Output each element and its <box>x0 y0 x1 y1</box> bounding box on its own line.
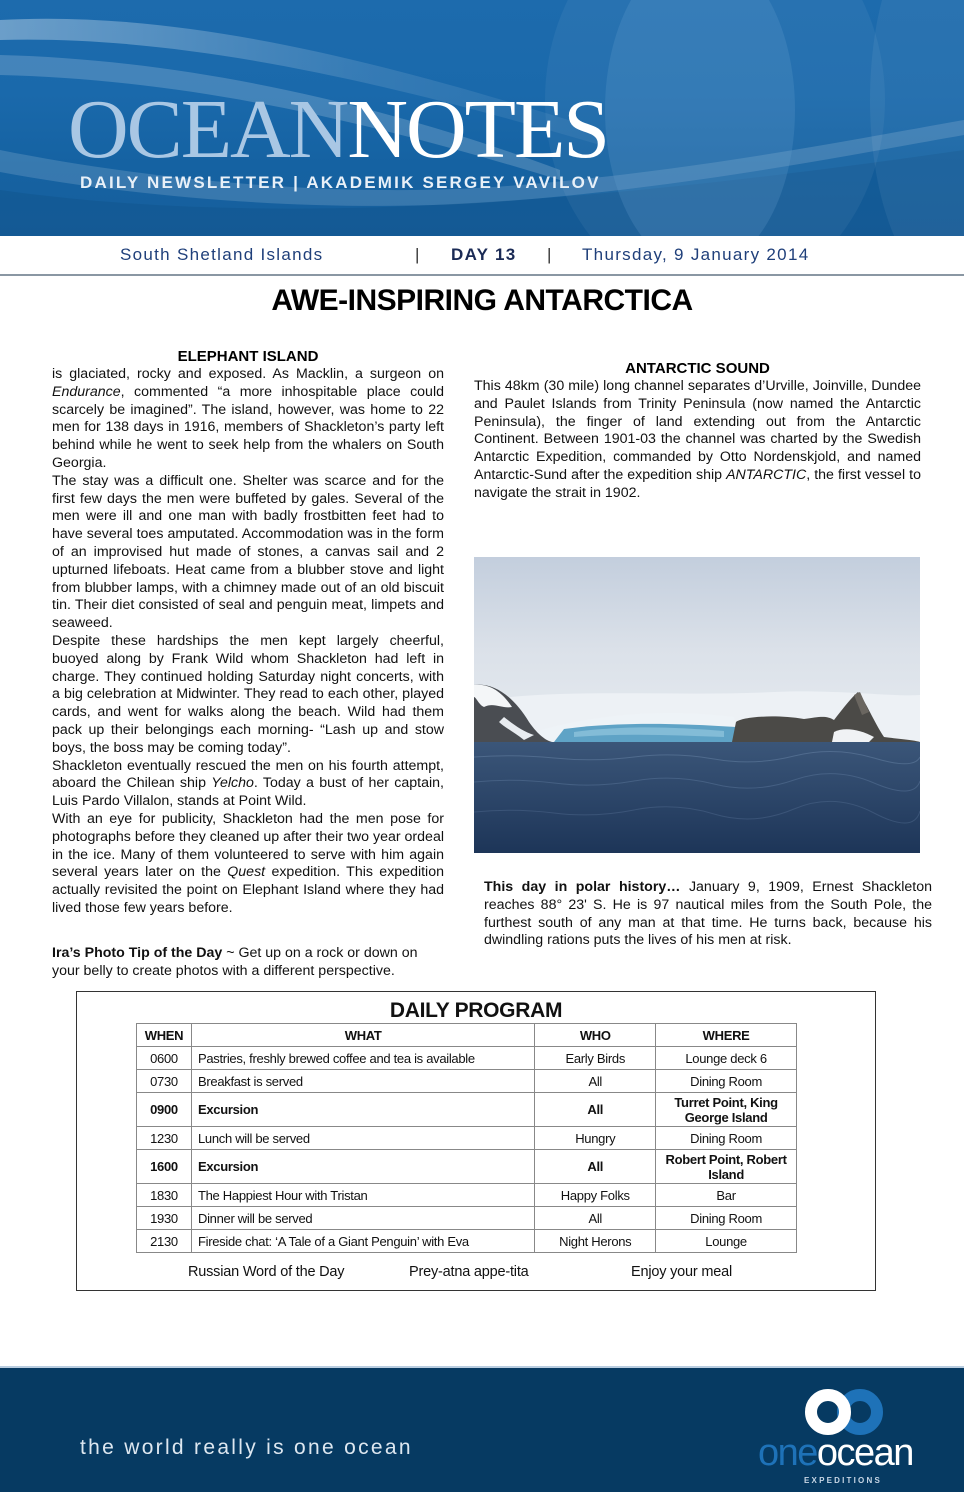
daily-program-box <box>76 991 876 1291</box>
article-paragraph: With an eye for publicity, Shackleton had the men pose for photographs before they cleaned up after their two year ordeal in the ice. Many of them volunteered to serve with him again several years later on the Quest expedition. This expedition actually revisited the point on Elephant Island where they had lived those few years before. <box>52 810 444 916</box>
elephant-island-article <box>52 348 444 918</box>
table-row <box>137 1184 797 1207</box>
table-row <box>137 1070 797 1093</box>
cell-who: Happy Folks <box>535 1184 656 1207</box>
cell-what: Dinner will be served <box>191 1207 534 1230</box>
antarctic-sound-photo <box>474 557 920 853</box>
location-label: South Shetland Islands <box>120 245 324 264</box>
table-row <box>137 1093 797 1127</box>
table-row <box>137 1207 797 1230</box>
date-bar <box>0 236 964 276</box>
cell-who: All <box>535 1207 656 1230</box>
column-header-what: WHAT <box>191 1024 534 1047</box>
separator: | <box>415 245 421 264</box>
cell-when: 2130 <box>137 1230 192 1253</box>
program-table <box>136 1023 797 1253</box>
date-label: Thursday, 9 January 2014 <box>582 245 810 264</box>
one-ocean-logo <box>756 1388 938 1488</box>
polar-history-label: This day in polar history… <box>484 879 681 895</box>
cell-what: Fireside chat: ‘A Tale of a Giant Penguin’ with Eva <box>191 1230 534 1253</box>
cell-who: Night Herons <box>535 1230 656 1253</box>
russian-word-meaning: Enjoy your meal <box>631 1264 732 1280</box>
footer-band <box>0 1366 964 1492</box>
masthead-ocean: OCEAN <box>68 83 348 176</box>
article-paragraph: Shackleton eventually rescued the men on his fourth attempt, aboard the Chilean ship Yelcho. Today a bust of her captain, Luis Pardo Villalon, stands at Point Wild. <box>52 757 444 810</box>
table-header-row <box>137 1024 797 1047</box>
page-title: AWE-INSPIRING ANTARCTICA <box>271 284 693 317</box>
separator: | <box>547 245 553 264</box>
cell-where: Lounge <box>656 1230 797 1253</box>
daily-program-heading: DAILY PROGRAM <box>389 999 563 1022</box>
polar-history-text: January 9, 1909, Ernest Shackleton reaches 88° 23' S. He is 97 nautical miles from the South Pole, the furthest south of any man at that time. He turns back, because his dwindling rations puts the lives of his men at risk. <box>484 879 932 949</box>
masthead-notes: NOTES <box>347 83 608 176</box>
cell-when: 1230 <box>137 1127 192 1150</box>
cell-where: Bar <box>656 1184 797 1207</box>
article-paragraph: is glaciated, rocky and exposed. As Macklin, a surgeon on Endurance, commented “a more inhospitable place could scarcely be imagined”. The island, however, was home to 22 men for 138 days in 1916, members of Shackleton’s party left behind while he went to seek help from the whalers on South Georgia. <box>52 366 444 471</box>
column-header-who: WHO <box>535 1024 656 1047</box>
logo-expeditions: EXPEDITIONS <box>804 1476 882 1485</box>
table-row <box>137 1047 797 1070</box>
cell-where: Robert Point, Robert Island <box>656 1150 797 1184</box>
antarctic-sound-article <box>474 360 921 503</box>
cell-what: Pastries, freshly brewed coffee and tea is available <box>191 1047 534 1070</box>
cell-what: Breakfast is served <box>191 1070 534 1093</box>
infinity-rings-logo-icon <box>796 1388 896 1438</box>
column-header-when: WHEN <box>137 1024 192 1047</box>
cell-what: The Happiest Hour with Tristan <box>191 1184 534 1207</box>
polar-history-note <box>484 879 932 950</box>
day-number: DAY 13 <box>451 245 517 264</box>
russian-word-label: Russian Word of the Day <box>188 1264 345 1280</box>
article-paragraph: The stay was a difficult one. Shelter was scarce and for the first few days the men were buffeted by gales. Several of the men were ill and one man with badly frostbitten feet had to have several toes amputated. Accommodation was in the form of an improvised hut made of stones, a canvas sail and 2 upturned lifeboats. Heat came from a blubber stove and light from blubber lamps, with a chimney made out of an old biscuit tin. Their diet consisted of seal and penguin meat, limpets and seaweed. <box>52 472 444 632</box>
table-row <box>137 1127 797 1150</box>
photo-tip-text: ~ Get up on a rock or down on your belly to create photos with a different perspective. <box>52 945 418 979</box>
photo-tip <box>52 945 444 981</box>
column-header-where: WHERE <box>656 1024 797 1047</box>
cell-when: 1600 <box>137 1150 192 1184</box>
cell-where: Turret Point, King George Island <box>656 1093 797 1127</box>
cell-what: Lunch will be served <box>191 1127 534 1150</box>
cell-where: Dining Room <box>656 1070 797 1093</box>
cell-who: Early Birds <box>535 1047 656 1070</box>
cell-when: 0900 <box>137 1093 192 1127</box>
photo-tip-label: Ira’s Photo Tip of the Day <box>52 945 223 961</box>
cell-when: 1830 <box>137 1184 192 1207</box>
cell-where: Lounge deck 6 <box>656 1047 797 1070</box>
logo-wordmark: oneocean <box>758 1432 913 1474</box>
masthead-logo <box>68 83 608 176</box>
cell-where: Dining Room <box>656 1127 797 1150</box>
elephant-island-heading: ELEPHANT ISLAND <box>177 348 319 365</box>
cell-when: 0600 <box>137 1047 192 1070</box>
footer-tagline: the world really is one ocean <box>80 1436 413 1459</box>
russian-word: Prey-atna appe-tita <box>409 1264 529 1280</box>
antarctic-sound-heading: ANTARCTIC SOUND <box>625 360 770 377</box>
newsletter-subtitle: DAILY NEWSLETTER | AKADEMIK SERGEY VAVILOV <box>80 173 601 192</box>
cell-who: All <box>535 1070 656 1093</box>
cell-what: Excursion <box>191 1150 534 1184</box>
cell-where: Dining Room <box>656 1207 797 1230</box>
cell-when: 0730 <box>137 1070 192 1093</box>
article-paragraph: Despite these hardships the men kept largely cheerful, buoyed along by Frank Wild whom Shackleton had left in charge. They continued holding Saturday night concerts, with a big celebration at Midwinter. They read to each other, played cards, and went for walks along the beach. Wild had them pack up their belongings each morning- “Lash up and stow boys, the boss may be coming today”. <box>52 632 444 756</box>
cell-when: 1930 <box>137 1207 192 1230</box>
table-row <box>137 1230 797 1253</box>
table-row <box>137 1150 797 1184</box>
cell-who: Hungry <box>535 1127 656 1150</box>
cell-who: All <box>535 1093 656 1127</box>
article-paragraph: This 48km (30 mile) long channel separates d’Urville, Joinville, Dundee and Paulet Islands from Trinity Peninsula (now named the Antarctic Peninsula), the finger of land extending out from the Antarctic Continent. Between 1901-03 the channel was charted by the Swedish Antarctic Expedition, commanded by Otto Nordenskjold, and named Antarctic-Sund after the expedition ship ANTARCTIC, the first vessel to navigate the strait in 1902. <box>474 378 921 501</box>
header-banner <box>0 0 964 236</box>
cell-who: All <box>535 1150 656 1184</box>
cell-what: Excursion <box>191 1093 534 1127</box>
